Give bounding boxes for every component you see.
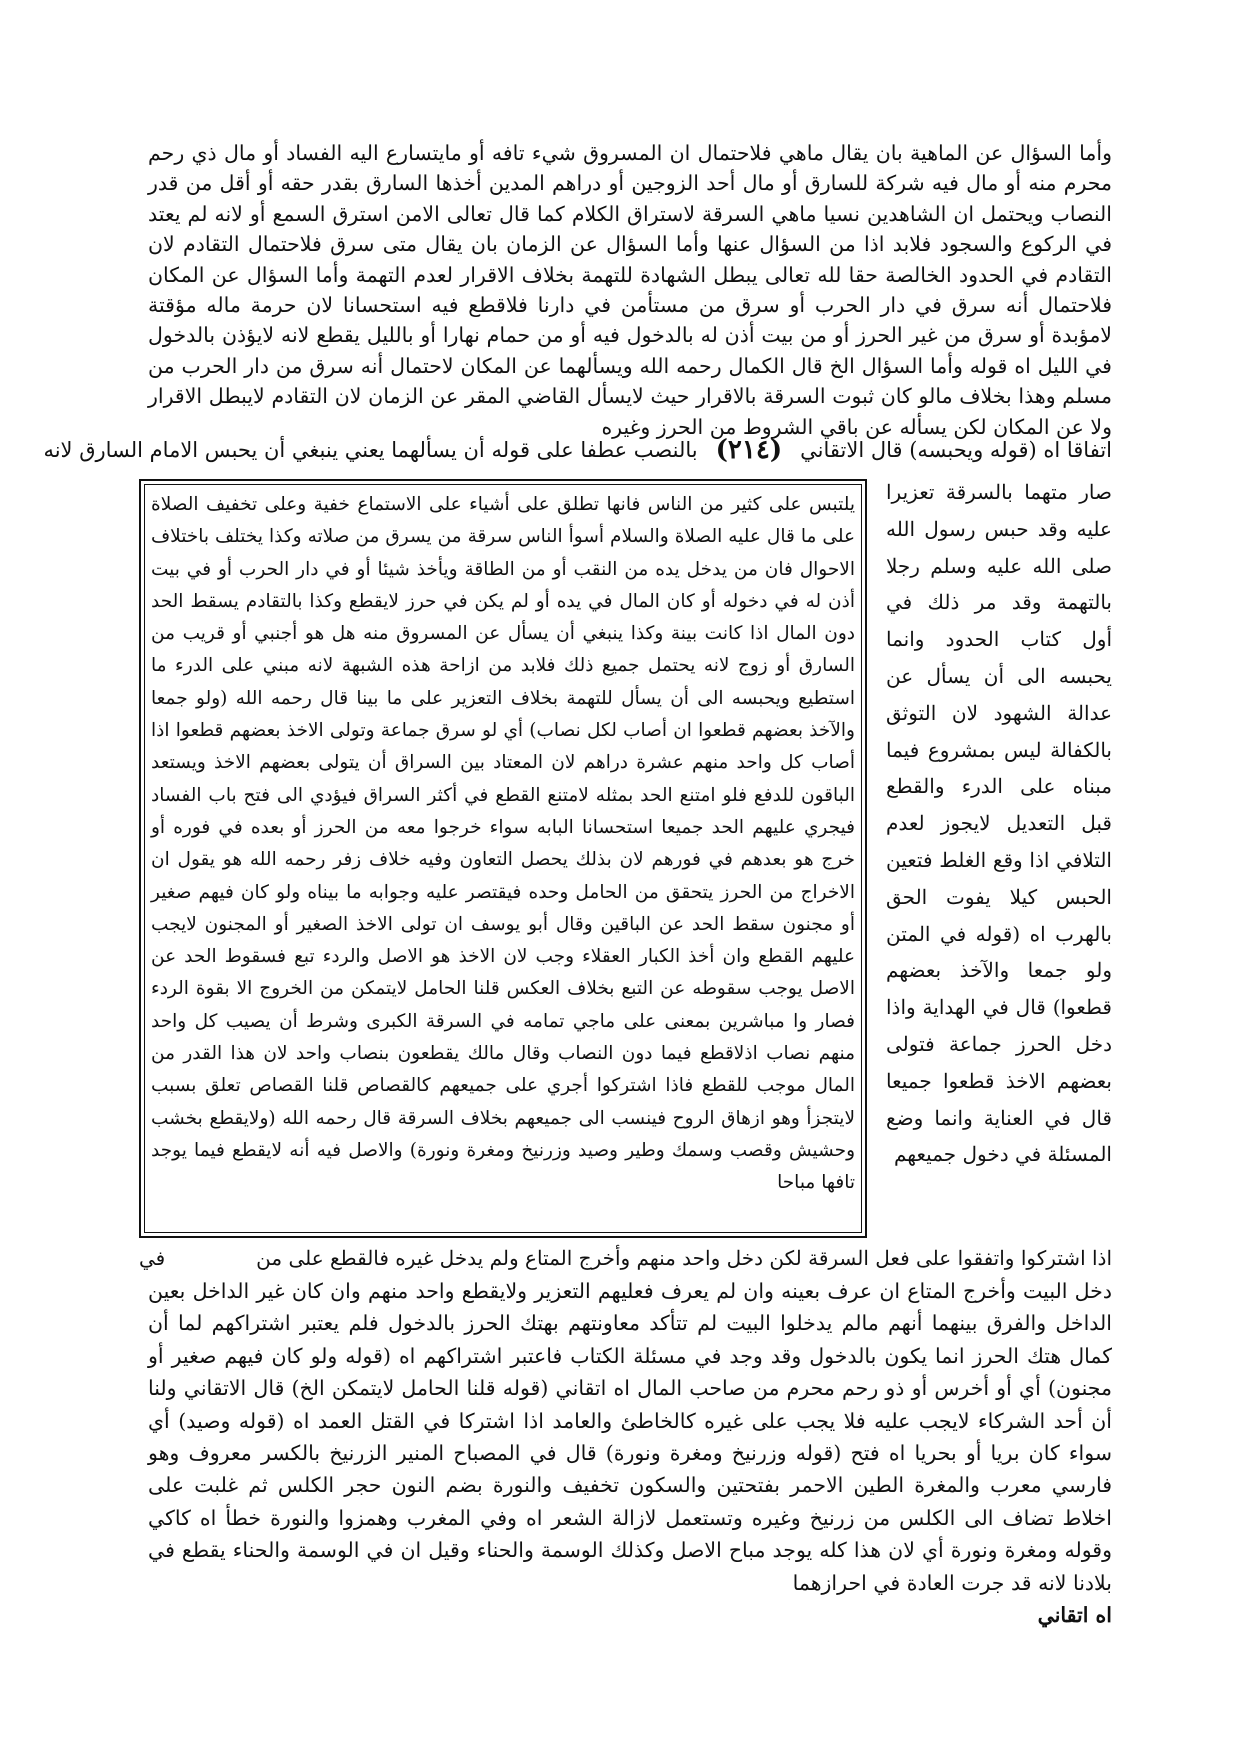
bottom-closing-line: اه اتقاني — [1037, 1603, 1112, 1628]
bottom-commentary — [148, 1275, 1112, 1631]
bottom-paragraph: دخل البيت وأخرج المتاع ان عرف بعينه وان لم يعرف فعليهم التعزير ولايقطع واحد منهم وان كان غير الداخل بعين الداخل والفرق بينهما أنهم مالم يدخلوا البيت لم تتأكد معاونتهم بهتك الحرز بالدخول فلم يعتبر اشتراكهم لما أن كمال هتك الحرز انما يكون بالدخول وقد وجد في مسئلة الكتاب فاعتبر اشتراكهم اه (قوله ولو كان فيهم صغير أو مجنون) أي أو أخرس أو ذو رحم محرم من صاحب المال اه اتقاني (قوله قلنا الحامل لايتمكن الخ) قال الاتقاني ولنا أن أحد الشركاء لايجب عليه فلا يجب على غيره كالخاطئ والعامد اذا اشتركا في القتل العمد اه (قوله وصيد) أي سواء كان بريا أو بحريا اه فتح (قوله وزرنيخ ومغرة ونورة) قال في المصباح المنير الزرنيخ بالكسر معروف وهو فارسي معرب والمغرة الطين الاحمر بفتحتين والسكون تخفيف والنورة بضم النون حجر الكلس ثم غلبت على اخلاط تضاف الى الكلس من زرنيخ وغيره وتستعمل لازالة الشعر اه وفي المغرب وهمزوا والنورة خطأ اه كاكي وقوله ومغرة ونورة أي لان هذا كله يوجد مباح الاصل وكذلك الوسمة والحناء وقيل ان في الوسمة والحناء يقطع في بلادنا لانه قد جرت العادة في احرازهما — [148, 1279, 1112, 1595]
main-text-box — [139, 479, 867, 1238]
top-paragraph: وأما السؤال عن الماهية بان يقال ماهي فلاحتمال ان المسروق شيء تافه أو مايتسارع اليه الفساد أو مال ذي رحم محرم منه أو مال فيه شركة للسارق أو مال أحد الزوجين أو دراهم المدين أخذها السارق بقدر حقه أو أقل من قدر النصاب ويحتمل ان الشاهدين نسيا ماهي السرقة لاستراق الكلام كما قال تعالى الامن استرق السمع أو لانه لم يعتد في الركوع والسجود فلابد اذا من السؤال عنها وأما السؤال عن الزمان بان يقال متى سرق فلاحتمال التقادم لان التقادم في الحدود الخالصة حقا لله تعالى يبطل الشهادة للتهمة بخلاف الاقرار لعدم التهمة وأما السؤال عن المكان فلاحتمال أنه سرق في دار الحرب أو سرق من مستأمن في دارنا فلاقطع فيه استحسانا لان حرمة ماله مؤقتة لامؤبدة أو سرق من غير الحرز أو من بيت أذن له بالدخول فيه أو من حمام نهارا أو بالليل يقطع لانه لايؤذن بالدخول في الليل اه قوله وأما السؤال الخ قال الكمال رحمه الله ويسألهما عن المكان لاحتمال أنه سرق من دار الحرب من مسلم وهذا بخلاف مالو كان ثبوت السرقة بالاقرار حيث لايسأل القاضي المقر عن الزمان لان التقادم لايبطل الاقرار ولا عن المكان لكن يسأله عن باقي الشروط من الحرز وغيره — [148, 141, 1112, 439]
header-left-text: بالنصب عطفا على قوله أن يسألهما يعني ينبغي أن يحبس الامام السارق لانه — [43, 438, 698, 462]
box-tail-left: في — [139, 1246, 166, 1270]
running-header — [43, 432, 1112, 468]
box-tail-right: اذا اشتركوا واتفقوا على فعل السرقة لكن دخل واحد منهم وأخرج المتاع ولم يدخل غيره فالقطع على من — [256, 1246, 1112, 1270]
header-right-text: اتفاقا اه (قوله ويحبسه) قال الاتقاني — [800, 438, 1112, 462]
page-number: (٢١٤) — [715, 435, 783, 465]
boxed-main-text: يلتبس على كثير من الناس فانها تطلق على أشياء على الاستماع خفية وعلى تخفيف الصلاة على ما قال عليه الصلاة والسلام أسوأ الناس سرقة من يسرق من صلاته وكذا يختلف باختلاف الاحوال فان من يدخل يده من النقب أو من الطاقة ويأخذ شيئا أو في دار الحرب أو في بيت أذن له في دخوله أو كان المال في يده أو لم يكن في حرز لايقطع وكذا بالتقادم يسقط الحد دون المال اذا كانت بينة وكذا ينبغي أن يسأل عن المسروق منه هل هو أجنبي أو قريب من السارق أو زوج لانه يحتمل جميع ذلك فلابد من ازاحة هذه الشبهة لانه مبني على الدرء ما استطيع ويحبسه الى أن يسأل للتهمة بخلاف التعزير على ما بينا قال رحمه الله (ولو جمعا والآخذ بعضهم قطعوا ان أصاب لكل نصاب) أي لو سرق جماعة وتولى الاخذ بعضهم قطعوا اذا أصاب كل واحد منهم عشرة دراهم لان المعتاد بين السراق أن يتولى بعضهم الاخذ ويستعد الباقون للدفع فلو امتنع الحد بمثله لامتنع القطع في أكثر السراق فيؤدي الى فتح باب الفساد فيجري عليهم الحد جميعا استحسانا البابه سواء خرجوا معه من الحرز أو بعده في فوره أو خرج هو بعدهم في فورهم لان بذلك يحصل التعاون وفيه خلاف زفر رحمه الله هو يقول ان الاخراج من الحرز يتحقق من الحامل وحده فيقتصر عليه وجوابه ما بيناه ولو كان فيهم صغير أو مجنون سقط الحد عن الباقين وقال أبو يوسف ان تولى الاخذ الصغير أو المجنون لايجب عليهم القطع وان أخذ الكبار العقلاء وجب لان الاخذ هو الاصل والردء تبع فسقوط الحد عن الاصل يوجب سقوطه عن التبع بخلاف العكس قلنا الحامل لايتمكن من الخروج الا بقوة الردء فصار وا مباشرين بمعنى على ماجي تمامه في السرقة الكبرى وشرط أن يصيب كل واحد منهم نصاب اذلاقطع فيما دون النصاب وقال مالك يقطعون بنصاب واحد لان هذا القدر من المال موجب للقطع فاذا اشتركوا أجري على جميعهم كالقصاص قلنا القصاص تعلق بسبب لايتجزأ وهو ازهاق الروح فينسب الى جميعهم بخلاف السرقة قال رحمه الله (ولايقطع بخشب وحشيش وقصب وسمك وطير وصيد وزرنيخ ومغرة ونورة) والاصل فيه أنه لايقطع فيما يوجد تافها مباحا — [151, 494, 855, 1194]
side-commentary-column: صار متهما بالسرقة تعزيرا عليه وقد حبس رسول الله صلى الله عليه وسلم رجلا بالتهمة وقد مر ذلك في أول كتاب الحدود وانما يحبسه الى أن يسأل عن عدالة الشهود لان التوثق بالكفالة ليس بمشروع فيما مبناه على الدرء والقطع قبل التعديل لايجوز لعدم التلافي اذا وقع الغلط فتعين الحبس كيلا يفوت الحق بالهرب اه (قوله في المتن ولو جمعا والآخذ بعضهم قطعوا) قال في الهداية واذا دخل الحرز جماعة فتولى بعضهم الاخذ قطعوا جميعا قال في العناية وانما وضع المسئلة في دخول جميعهم — [886, 480, 1112, 1167]
box-tail-line — [139, 1242, 1112, 1274]
